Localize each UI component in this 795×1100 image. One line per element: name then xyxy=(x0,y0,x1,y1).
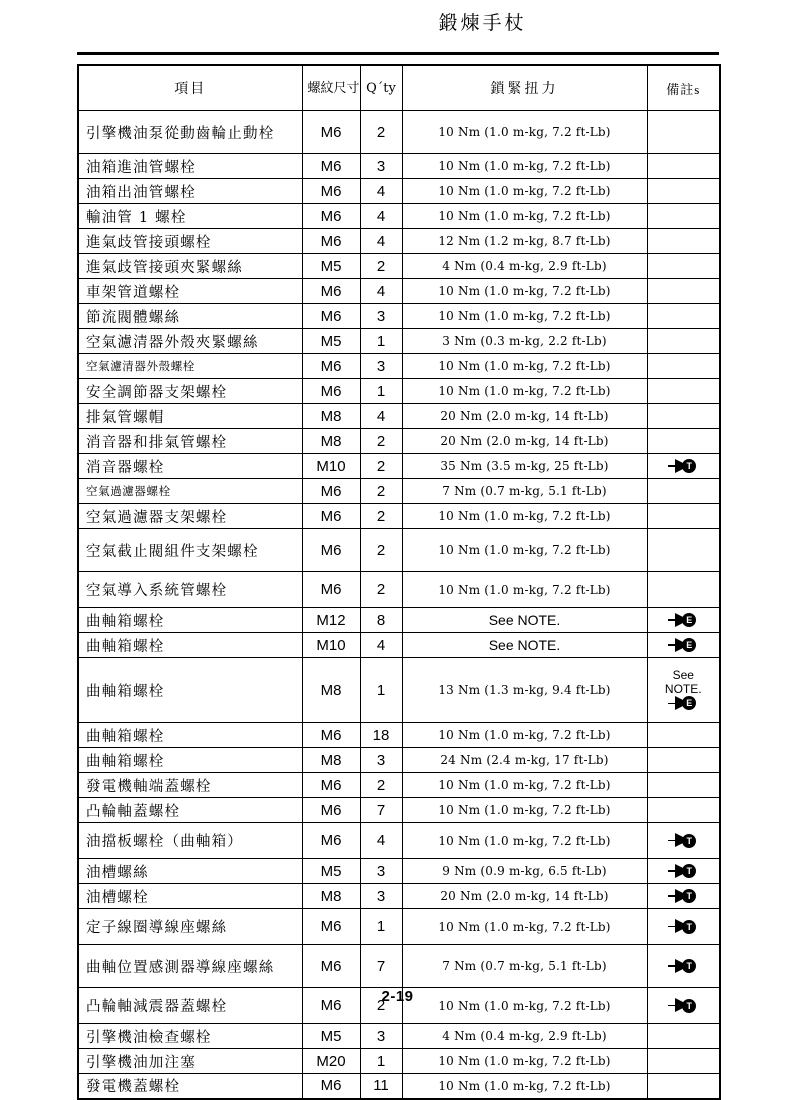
cell-qty: 4 xyxy=(360,633,402,658)
table-row xyxy=(78,608,720,633)
cell-item: 凸輪軸減震器蓋螺栓 xyxy=(78,988,302,1024)
remark-marker-icon xyxy=(668,613,698,628)
cell-item: 空氣過濾器螺栓 xyxy=(78,479,302,504)
table-row xyxy=(78,633,720,658)
cell-torque: 35 Nm (3.5 m-kg, 25 ft-Lb) xyxy=(402,454,647,479)
table-row xyxy=(78,111,720,154)
cell-remarks xyxy=(647,454,720,479)
column-header-remarks: 備註s xyxy=(647,65,720,111)
cell-item: 油擋板螺栓（曲軸箱） xyxy=(78,823,302,859)
marker-letter: E xyxy=(682,638,696,652)
cell-remarks xyxy=(647,945,720,988)
cell-qty: 3 xyxy=(360,859,402,884)
cell-torque: 10 Nm (1.0 m-kg, 7.2 ft-Lb) xyxy=(402,723,647,748)
remark-marker-icon xyxy=(668,959,698,974)
cell-item: 車架管道螺栓 xyxy=(78,279,302,304)
cell-item: 凸輪軸蓋螺栓 xyxy=(78,798,302,823)
cell-torque: 10 Nm (1.0 m-kg, 7.2 ft-Lb) xyxy=(402,379,647,404)
cell-qty: 1 xyxy=(360,909,402,945)
cell-qty: 2 xyxy=(360,572,402,608)
cell-remarks xyxy=(647,111,720,154)
cell-item: 空氣導入系統管螺栓 xyxy=(78,572,302,608)
cell-thread-size: M8 xyxy=(302,658,360,723)
marker-letter: T xyxy=(682,959,696,973)
marker-letter: T xyxy=(682,459,696,473)
cell-thread-size: M8 xyxy=(302,748,360,773)
cell-remarks xyxy=(647,479,720,504)
cell-torque: 13 Nm (1.3 m-kg, 9.4 ft-Lb) xyxy=(402,658,647,723)
cell-item: 定子線圈導線座螺絲 xyxy=(78,909,302,945)
cell-thread-size: M6 xyxy=(302,723,360,748)
table-row xyxy=(78,658,720,723)
marker-letter: T xyxy=(682,889,696,903)
tightening-torque-table xyxy=(77,64,721,1100)
cell-remarks xyxy=(647,279,720,304)
cell-qty: 2 xyxy=(360,111,402,154)
remark-note-text: See xyxy=(672,668,694,683)
remark-marker-icon xyxy=(668,638,698,653)
cell-torque: 10 Nm (1.0 m-kg, 7.2 ft-Lb) xyxy=(402,204,647,229)
cell-qty: 18 xyxy=(360,723,402,748)
cell-thread-size: M6 xyxy=(302,229,360,254)
cell-remarks xyxy=(647,354,720,379)
cell-remarks xyxy=(647,859,720,884)
cell-torque: 10 Nm (1.0 m-kg, 7.2 ft-Lb) xyxy=(402,798,647,823)
page-title: 鍛煉手杖 xyxy=(438,12,527,34)
remark-marker-icon xyxy=(668,864,698,879)
cell-qty: 4 xyxy=(360,823,402,859)
cell-thread-size: M6 xyxy=(302,204,360,229)
cell-item: 進氣歧管接頭夾緊螺絲 xyxy=(78,254,302,279)
table-row xyxy=(78,304,720,329)
cell-remarks xyxy=(647,723,720,748)
cell-remarks xyxy=(647,329,720,354)
table-row xyxy=(78,773,720,798)
cell-item: 曲軸箱螺栓 xyxy=(78,658,302,723)
cell-qty: 2 xyxy=(360,504,402,529)
cell-torque: 10 Nm (1.0 m-kg, 7.2 ft-Lb) xyxy=(402,154,647,179)
table-row xyxy=(78,572,720,608)
cell-remarks xyxy=(647,884,720,909)
cell-torque: 10 Nm (1.0 m-kg, 7.2 ft-Lb) xyxy=(402,304,647,329)
cell-thread-size: M6 xyxy=(302,279,360,304)
table-row xyxy=(78,504,720,529)
marker-letter: T xyxy=(682,864,696,878)
cell-torque: 7 Nm (0.7 m-kg, 5.1 ft-Lb) xyxy=(402,479,647,504)
table-row xyxy=(78,279,720,304)
cell-item: 發電機軸端蓋螺栓 xyxy=(78,773,302,798)
cell-qty: 2 xyxy=(360,254,402,279)
marker-letter: E xyxy=(682,613,696,627)
cell-remarks xyxy=(647,633,720,658)
cell-thread-size: M6 xyxy=(302,773,360,798)
cell-torque: 10 Nm (1.0 m-kg, 7.2 ft-Lb) xyxy=(402,1049,647,1074)
cell-thread-size: M6 xyxy=(302,479,360,504)
cell-qty: 7 xyxy=(360,798,402,823)
cell-torque: 12 Nm (1.2 m-kg, 8.7 ft-Lb) xyxy=(402,229,647,254)
table-row xyxy=(78,859,720,884)
cell-remarks xyxy=(647,798,720,823)
remark-note-text: NOTE. xyxy=(664,681,702,696)
cell-torque: 20 Nm (2.0 m-kg, 14 ft-Lb) xyxy=(402,404,647,429)
cell-qty: 7 xyxy=(360,945,402,988)
cell-remarks xyxy=(647,909,720,945)
cell-thread-size: M6 xyxy=(302,909,360,945)
remark-marker-icon xyxy=(668,833,698,848)
cell-qty: 4 xyxy=(360,404,402,429)
cell-qty: 1 xyxy=(360,1049,402,1074)
cell-item: 油槽螺絲 xyxy=(78,859,302,884)
cell-qty: 3 xyxy=(360,304,402,329)
cell-torque: 10 Nm (1.0 m-kg, 7.2 ft-Lb) xyxy=(402,988,647,1024)
cell-torque: 20 Nm (2.0 m-kg, 14 ft-Lb) xyxy=(402,884,647,909)
cell-remarks xyxy=(647,608,720,633)
cell-thread-size: M10 xyxy=(302,633,360,658)
cell-remarks xyxy=(647,1074,720,1099)
cell-qty: 1 xyxy=(360,658,402,723)
cell-torque: 20 Nm (2.0 m-kg, 14 ft-Lb) xyxy=(402,429,647,454)
table-row xyxy=(78,154,720,179)
cell-thread-size: M6 xyxy=(302,304,360,329)
cell-item: 空氣濾清器外殼夾緊螺絲 xyxy=(78,329,302,354)
cell-remarks xyxy=(647,572,720,608)
cell-torque: 10 Nm (1.0 m-kg, 7.2 ft-Lb) xyxy=(402,354,647,379)
cell-torque: 10 Nm (1.0 m-kg, 7.2 ft-Lb) xyxy=(402,823,647,859)
cell-thread-size: M6 xyxy=(302,1074,360,1099)
cell-torque: 10 Nm (1.0 m-kg, 7.2 ft-Lb) xyxy=(402,1074,647,1099)
cell-qty: 11 xyxy=(360,1074,402,1099)
table-row xyxy=(78,379,720,404)
cell-thread-size: M6 xyxy=(302,154,360,179)
table-row xyxy=(78,884,720,909)
cell-item: 空氣過濾器支架螺栓 xyxy=(78,504,302,529)
cell-qty: 4 xyxy=(360,229,402,254)
cell-torque: 10 Nm (1.0 m-kg, 7.2 ft-Lb) xyxy=(402,909,647,945)
table-header xyxy=(78,65,720,111)
cell-item: 曲軸位置感測器導線座螺絲 xyxy=(78,945,302,988)
table-row xyxy=(78,179,720,204)
cell-thread-size: M12 xyxy=(302,608,360,633)
cell-thread-size: M6 xyxy=(302,945,360,988)
cell-remarks xyxy=(647,254,720,279)
table-row xyxy=(78,254,720,279)
cell-torque: 24 Nm (2.4 m-kg, 17 ft-Lb) xyxy=(402,748,647,773)
cell-thread-size: M8 xyxy=(302,429,360,454)
cell-torque: See NOTE. xyxy=(402,633,647,658)
cell-qty: 2 xyxy=(360,454,402,479)
header-divider xyxy=(77,52,719,55)
column-header-thread-size: 螺紋尺寸 xyxy=(302,65,360,111)
cell-remarks xyxy=(647,154,720,179)
cell-torque: 10 Nm (1.0 m-kg, 7.2 ft-Lb) xyxy=(402,572,647,608)
cell-qty: 3 xyxy=(360,748,402,773)
remark-marker-icon xyxy=(668,889,698,904)
cell-item: 排氣管螺帽 xyxy=(78,404,302,429)
cell-qty: 8 xyxy=(360,608,402,633)
cell-remarks xyxy=(647,658,720,723)
cell-thread-size: M5 xyxy=(302,1024,360,1049)
table-row xyxy=(78,529,720,572)
cell-item: 輸油管 1 螺栓 xyxy=(78,204,302,229)
cell-thread-size: M6 xyxy=(302,572,360,608)
cell-item: 引擎機油檢查螺栓 xyxy=(78,1024,302,1049)
cell-qty: 2 xyxy=(360,429,402,454)
table-row xyxy=(78,204,720,229)
cell-remarks xyxy=(647,748,720,773)
table-row xyxy=(78,909,720,945)
cell-torque: 10 Nm (1.0 m-kg, 7.2 ft-Lb) xyxy=(402,529,647,572)
cell-torque: 10 Nm (1.0 m-kg, 7.2 ft-Lb) xyxy=(402,179,647,204)
cell-thread-size: M6 xyxy=(302,798,360,823)
cell-remarks xyxy=(647,404,720,429)
cell-item: 曲軸箱螺栓 xyxy=(78,748,302,773)
cell-thread-size: M5 xyxy=(302,859,360,884)
cell-torque: 3 Nm (0.3 m-kg, 2.2 ft-Lb) xyxy=(402,329,647,354)
table-row xyxy=(78,1074,720,1099)
cell-qty: 4 xyxy=(360,279,402,304)
cell-item: 油槽螺栓 xyxy=(78,884,302,909)
cell-item: 引擎機油泵從動齒輪止動栓 xyxy=(78,111,302,154)
remark-marker-icon xyxy=(668,459,698,474)
cell-item: 油箱出油管螺栓 xyxy=(78,179,302,204)
marker-letter: T xyxy=(682,999,696,1013)
table-row xyxy=(78,1024,720,1049)
cell-item: 引擎機油加注塞 xyxy=(78,1049,302,1074)
marker-letter: T xyxy=(682,834,696,848)
cell-torque: See NOTE. xyxy=(402,608,647,633)
cell-thread-size: M10 xyxy=(302,454,360,479)
cell-item: 發電機蓋螺栓 xyxy=(78,1074,302,1099)
table-row xyxy=(78,454,720,479)
cell-item: 進氣歧管接頭螺栓 xyxy=(78,229,302,254)
cell-thread-size: M6 xyxy=(302,111,360,154)
cell-item: 空氣截止閥組件支架螺栓 xyxy=(78,529,302,572)
cell-thread-size: M5 xyxy=(302,254,360,279)
cell-qty: 3 xyxy=(360,884,402,909)
cell-item: 曲軸箱螺栓 xyxy=(78,633,302,658)
table-row xyxy=(78,429,720,454)
remark-marker-icon xyxy=(668,696,698,711)
cell-thread-size: M5 xyxy=(302,329,360,354)
cell-remarks xyxy=(647,229,720,254)
cell-item: 節流閥體螺絲 xyxy=(78,304,302,329)
column-header-item: 項目 xyxy=(78,65,302,111)
column-header-torque: 鎖緊扭力 xyxy=(402,65,647,111)
cell-qty: 1 xyxy=(360,379,402,404)
table-row xyxy=(78,723,720,748)
cell-remarks xyxy=(647,1049,720,1074)
cell-qty: 3 xyxy=(360,1024,402,1049)
cell-remarks xyxy=(647,429,720,454)
cell-thread-size: M6 xyxy=(302,179,360,204)
cell-item: 油箱進油管螺栓 xyxy=(78,154,302,179)
cell-torque: 10 Nm (1.0 m-kg, 7.2 ft-Lb) xyxy=(402,279,647,304)
cell-item: 消音器螺栓 xyxy=(78,454,302,479)
table-row xyxy=(78,945,720,988)
cell-remarks xyxy=(647,529,720,572)
cell-item: 消音器和排氣管螺栓 xyxy=(78,429,302,454)
table-row xyxy=(78,479,720,504)
marker-letter: T xyxy=(682,920,696,934)
cell-thread-size: M6 xyxy=(302,354,360,379)
cell-torque: 10 Nm (1.0 m-kg, 7.2 ft-Lb) xyxy=(402,111,647,154)
marker-letter: E xyxy=(682,696,696,710)
cell-remarks xyxy=(647,1024,720,1049)
table-row xyxy=(78,748,720,773)
cell-torque: 10 Nm (1.0 m-kg, 7.2 ft-Lb) xyxy=(402,504,647,529)
cell-qty: 2 xyxy=(360,479,402,504)
cell-thread-size: M8 xyxy=(302,884,360,909)
table-row xyxy=(78,823,720,859)
cell-qty: 2 xyxy=(360,988,402,1024)
cell-torque: 4 Nm (0.4 m-kg, 2.9 ft-Lb) xyxy=(402,1024,647,1049)
table-body xyxy=(78,111,720,1099)
table-header-row xyxy=(78,65,720,111)
document-header xyxy=(0,8,795,35)
cell-qty: 2 xyxy=(360,773,402,798)
cell-item: 空氣濾清器外殼螺栓 xyxy=(78,354,302,379)
column-header-qty: Q´ty xyxy=(360,65,402,111)
cell-remarks xyxy=(647,179,720,204)
cell-remarks xyxy=(647,504,720,529)
remark-marker-icon xyxy=(668,919,698,934)
cell-remarks xyxy=(647,773,720,798)
cell-torque: 7 Nm (0.7 m-kg, 5.1 ft-Lb) xyxy=(402,945,647,988)
cell-item: 曲軸箱螺栓 xyxy=(78,723,302,748)
cell-remarks xyxy=(647,823,720,859)
page-number-footer: 2-19 xyxy=(381,988,414,1005)
table-row xyxy=(78,404,720,429)
table-row xyxy=(78,1049,720,1074)
cell-qty: 3 xyxy=(360,154,402,179)
cell-qty: 3 xyxy=(360,354,402,379)
table-row xyxy=(78,329,720,354)
cell-remarks xyxy=(647,379,720,404)
cell-qty: 4 xyxy=(360,204,402,229)
cell-torque: 9 Nm (0.9 m-kg, 6.5 ft-Lb) xyxy=(402,859,647,884)
cell-thread-size: M8 xyxy=(302,404,360,429)
cell-remarks xyxy=(647,204,720,229)
cell-torque: 10 Nm (1.0 m-kg, 7.2 ft-Lb) xyxy=(402,773,647,798)
table-row xyxy=(78,229,720,254)
cell-qty: 1 xyxy=(360,329,402,354)
cell-qty: 4 xyxy=(360,179,402,204)
cell-remarks xyxy=(647,304,720,329)
cell-thread-size: M20 xyxy=(302,1049,360,1074)
cell-item: 安全調節器支架螺栓 xyxy=(78,379,302,404)
cell-thread-size: M6 xyxy=(302,823,360,859)
cell-thread-size: M6 xyxy=(302,379,360,404)
cell-thread-size: M6 xyxy=(302,529,360,572)
cell-qty: 2 xyxy=(360,529,402,572)
cell-torque: 4 Nm (0.4 m-kg, 2.9 ft-Lb) xyxy=(402,254,647,279)
table-row xyxy=(78,354,720,379)
cell-item: 曲軸箱螺栓 xyxy=(78,608,302,633)
cell-thread-size: M6 xyxy=(302,504,360,529)
table-row xyxy=(78,798,720,823)
cell-thread-size: M6 xyxy=(302,988,360,1024)
